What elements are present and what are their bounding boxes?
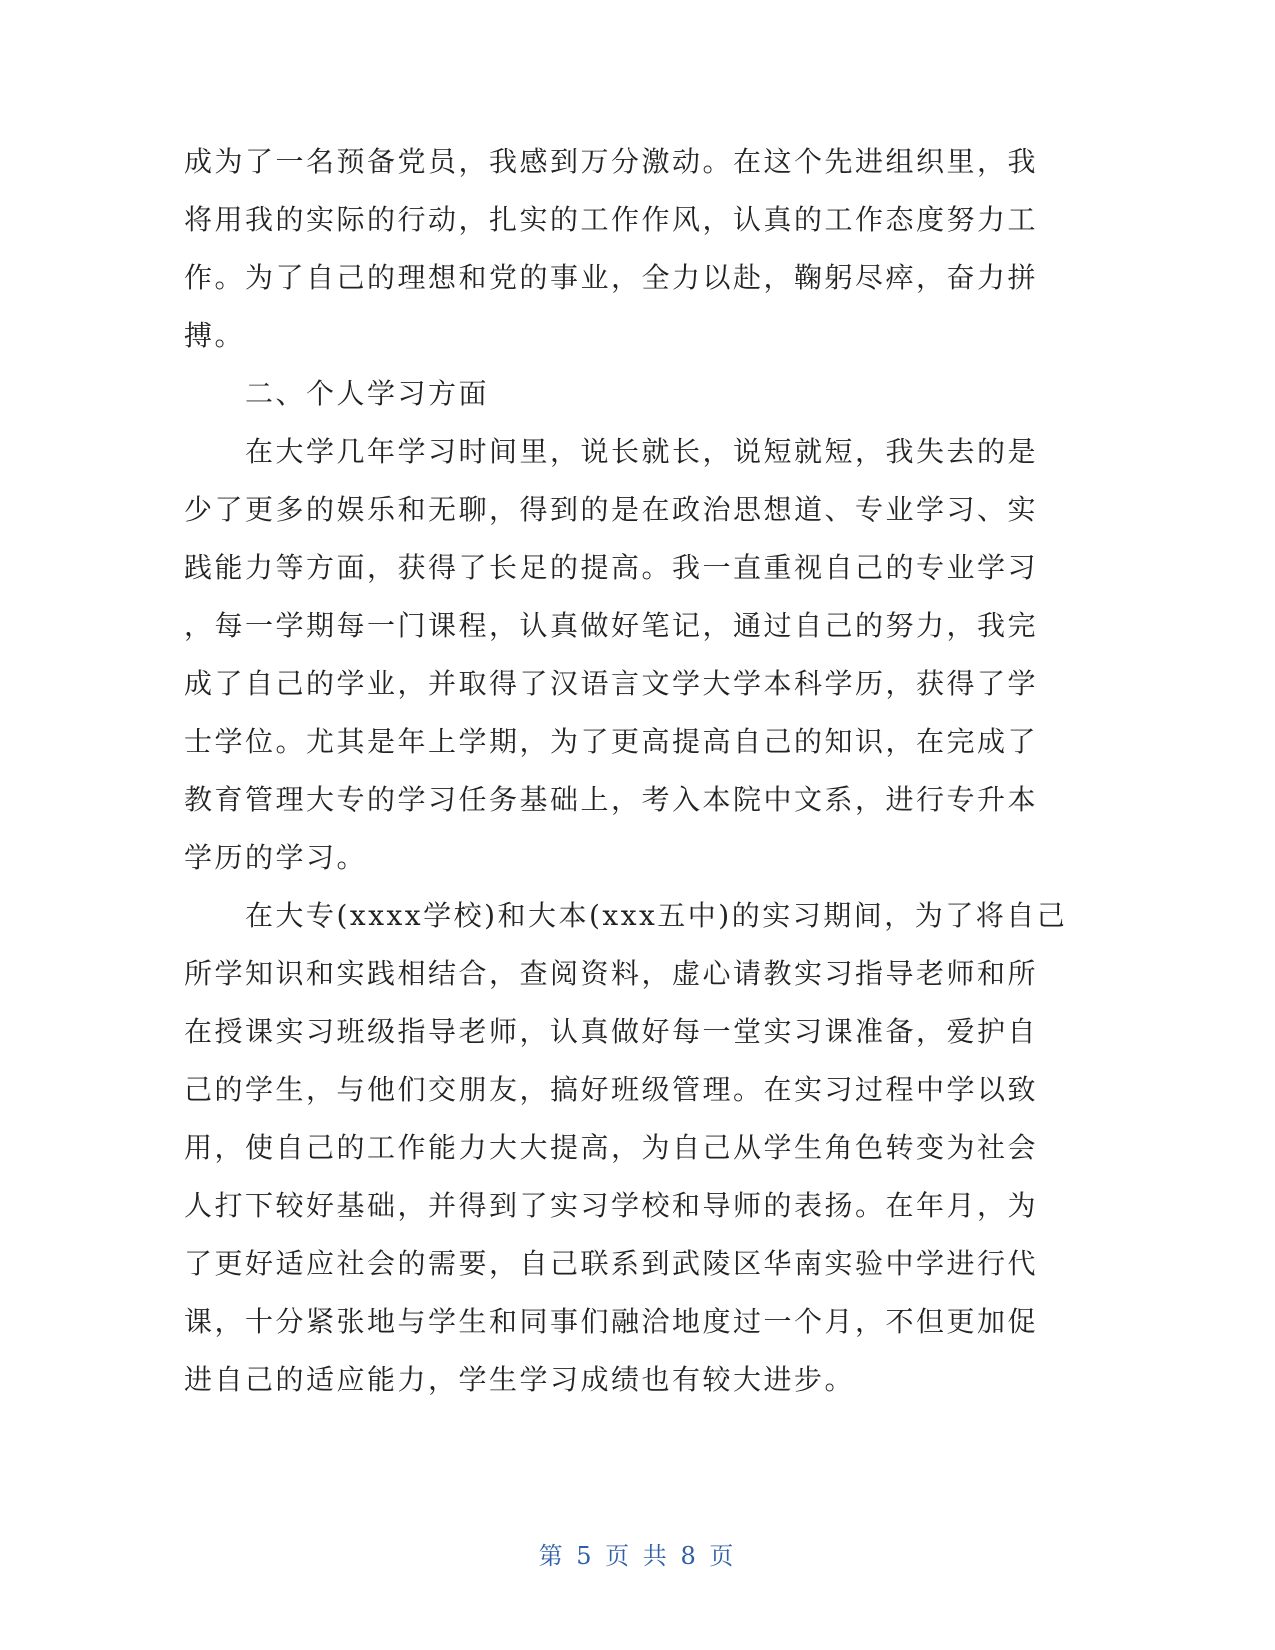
text-line: 了更好适应社会的需要，自己联系到武陵区华南实验中学进行代: [184, 1247, 1039, 1280]
section-heading: 二、个人学习方面: [245, 377, 490, 410]
text-line: 成了自己的学业，并取得了汉语言文学大学本科学历，获得了学: [184, 667, 1039, 700]
text-line: 士学位。尤其是年上学期，为了更高提高自己的知识，在完成了: [184, 725, 1039, 758]
text-line: 少了更多的娱乐和无聊，得到的是在政治思想道、专业学习、实: [184, 493, 1039, 526]
page-number-footer: 第 5 页 共 8 页: [538, 1542, 737, 1570]
text-line: 搏。: [184, 319, 246, 352]
text-line: 践能力等方面，获得了长足的提高。我一直重视自己的专业学习: [184, 551, 1039, 584]
text-line: 成为了一名预备党员，我感到万分激动。在这个先进组织里，我: [184, 145, 1039, 178]
text-line: 己的学生，与他们交朋友，搞好班级管理。在实习过程中学以致: [184, 1073, 1039, 1106]
text-line: 学历的学习。: [184, 841, 368, 874]
text-line: ，每一学期每一门课程，认真做好笔记，通过自己的努力，我完: [184, 609, 1039, 642]
text-line: 在授课实习班级指导老师，认真做好每一堂实习课准备，爱护自: [184, 1015, 1039, 1048]
text-line: 作。为了自己的理想和党的事业，全力以赴，鞠躬尽瘁，奋力拼: [184, 261, 1039, 294]
text-line: 在大专(xxxx学校)和大本(xxx五中)的实习期间，为了将自己: [245, 899, 1068, 932]
text-line: 进自己的适应能力，学生学习成绩也有较大进步。: [184, 1363, 856, 1396]
text-line: 将用我的实际的行动，扎实的工作作风，认真的工作态度努力工: [184, 203, 1039, 236]
text-line: 所学知识和实践相结合，查阅资料，虚心请教实习指导老师和所: [184, 957, 1039, 990]
text-line: 用，使自己的工作能力大大提高，为自己从学生角色转变为社会: [184, 1131, 1039, 1164]
text-line: 课，十分紧张地与学生和同事们融洽地度过一个月，不但更加促: [184, 1305, 1039, 1338]
text-line: 在大学几年学习时间里，说长就长，说短就短，我失去的是: [245, 435, 1039, 468]
text-line: 教育管理大专的学习任务基础上，考入本院中文系，进行专升本: [184, 783, 1039, 816]
text-line: 人打下较好基础，并得到了实习学校和导师的表扬。在年月，为: [184, 1189, 1039, 1222]
